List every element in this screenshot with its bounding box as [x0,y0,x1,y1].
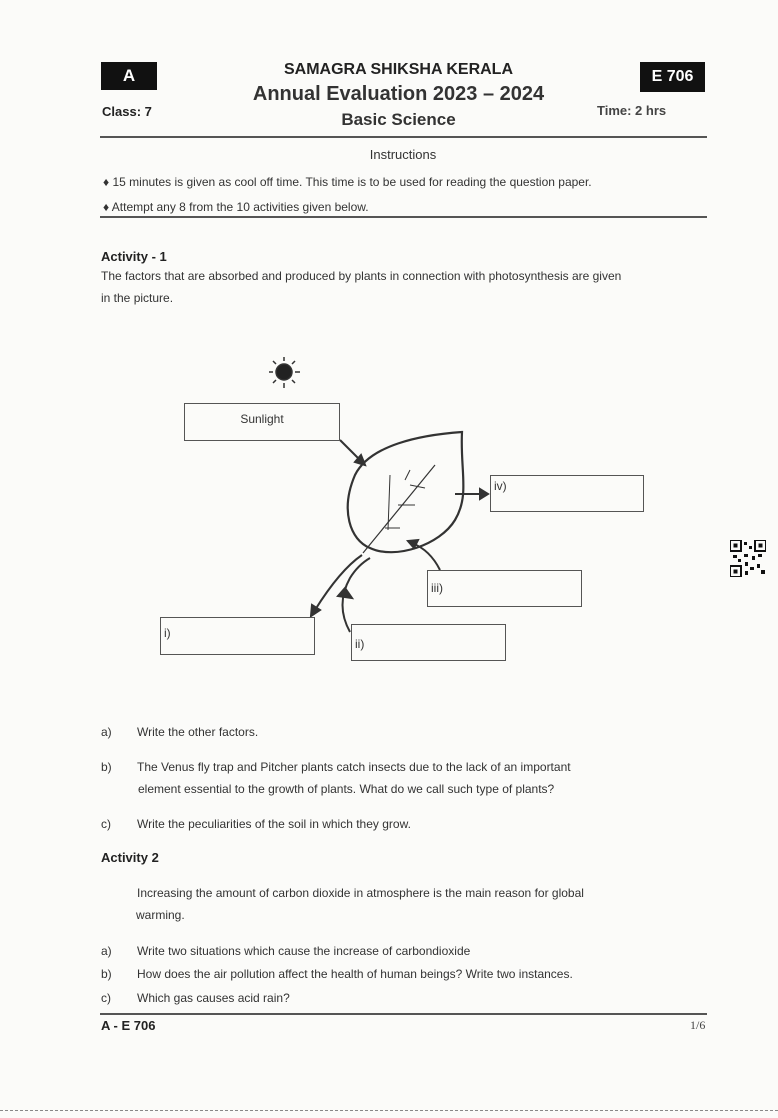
instruction-text: 15 minutes is given as cool off time. This time is to be used for reading the question paper. [112,175,592,189]
question-text: Which gas causes acid rain? [137,991,290,1005]
subject-title: Basic Science [341,110,456,129]
question-label: a) [101,725,112,739]
activity-2-intro: warming. [136,908,185,922]
question-text: Write the peculiarities of the soil in which they grow. [137,817,411,831]
sun-icon [269,357,300,388]
page-edge [0,1110,778,1111]
answer-box-iv[interactable]: iv) [490,475,644,512]
question-text: Write two situations which cause the increase of carbondioxide [137,944,471,958]
instructions-title: Instructions [369,147,437,162]
question-label: b) [101,760,112,774]
paper-code-badge: E 706 [640,62,705,92]
divider [100,1013,707,1015]
question-text: element essential to the growth of plants. What do we call such type of plants? [138,782,555,796]
page-number: 1/6 [690,1018,706,1032]
question-text: The Venus fly trap and Pitcher plants catch insects due to the lack of an important [137,760,571,774]
leaf-icon [348,432,464,553]
qr-code-icon [730,540,766,577]
answer-box-iii[interactable]: iii) [427,570,582,607]
activity-1-intro: in the picture. [101,291,174,305]
activity-1-intro: The factors that are absorbed and produced by plants in connection with photosynthesis are given [101,269,622,283]
time-label: Time: 2 hrs [597,103,667,118]
instruction-item: ♦ 15 minutes is given as cool off time. This time is to be used for reading the question paper. [103,175,592,189]
question-text: Write the other factors. [137,725,259,739]
question-label: c) [101,991,111,1005]
question-text: How does the air pollution affect the health of human beings? Write two instances. [137,967,573,981]
answer-box-i[interactable]: i) [160,617,315,655]
activity-2-intro: Increasing the amount of carbon dioxide in atmosphere is the main reason for global [137,886,584,900]
activity-2-title: Activity 2 [101,850,159,865]
sunlight-box: Sunlight [184,403,340,441]
question-label: c) [101,817,111,831]
class-label: Class: 7 [102,104,152,119]
footer-code: A - E 706 [101,1018,156,1033]
organization-title: SAMAGRA SHIKSHA KERALA [283,61,514,78]
activity-1-title: Activity - 1 [101,249,167,264]
exam-title: Annual Evaluation 2023 – 2024 [252,83,545,105]
set-code-badge: A [101,62,157,90]
question-label: b) [101,967,112,981]
answer-box-ii[interactable]: ii) [351,624,506,661]
instruction-text: Attempt any 8 from the 10 activities given below. [111,200,369,214]
instruction-item: ♦ Attempt any 8 from the 10 activities given below. [103,200,369,214]
question-label: a) [101,944,112,958]
